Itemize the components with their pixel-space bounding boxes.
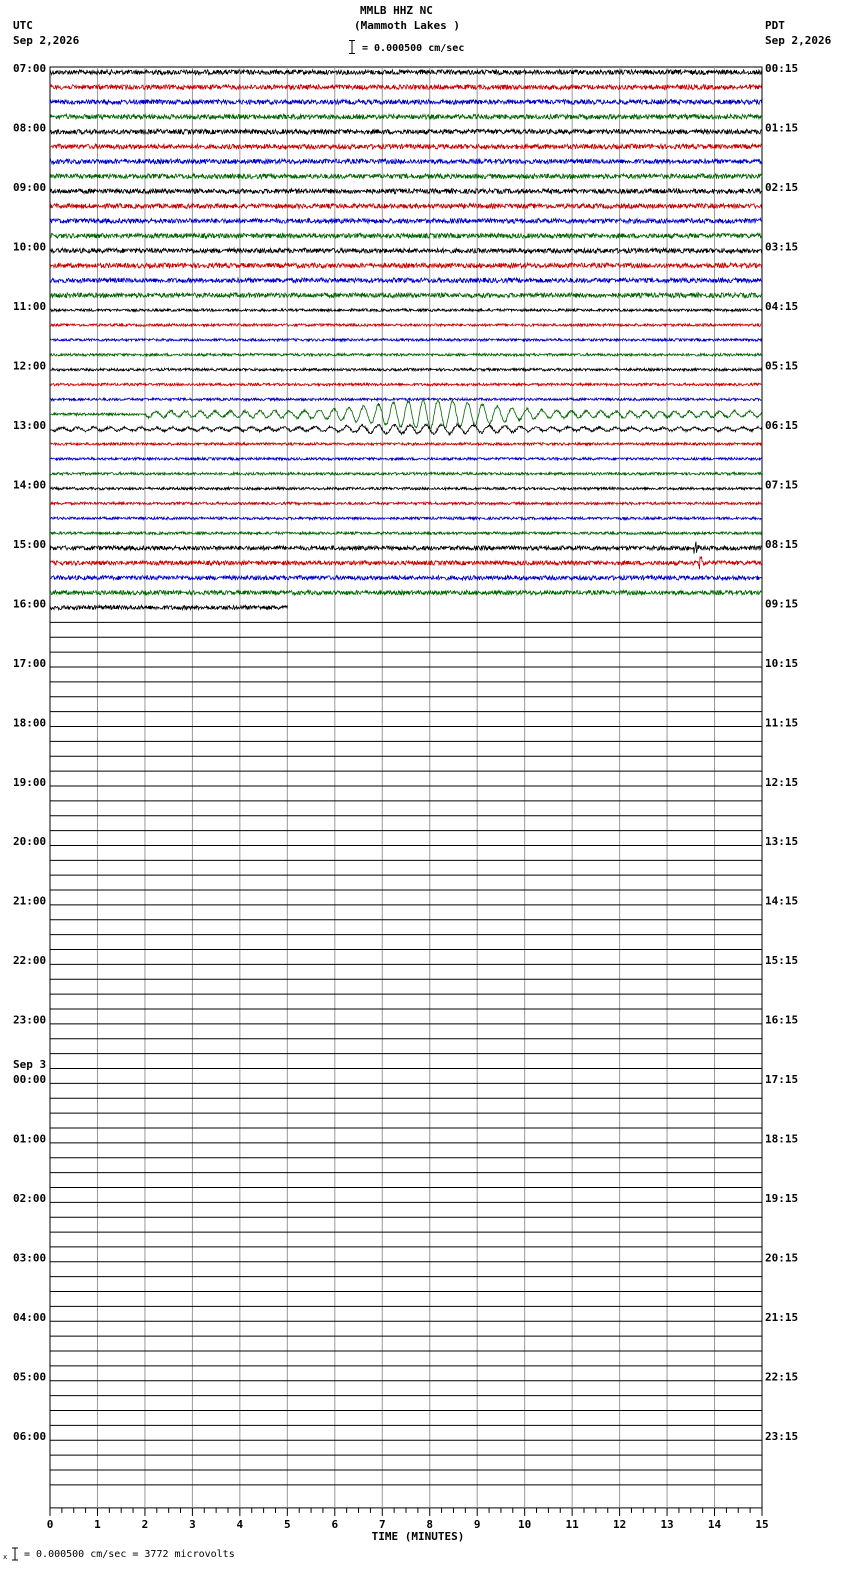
utc-hour-label: 14:00: [13, 478, 47, 492]
pdt-hour-label: 17:15: [765, 1073, 799, 1087]
seismic-trace: [50, 85, 762, 90]
pdt-hour-label: 01:15: [765, 121, 799, 135]
x-tick-label: 13: [660, 1517, 674, 1531]
seismic-trace: [50, 399, 762, 428]
x-tick-label: 5: [284, 1517, 291, 1531]
seismic-trace: [50, 472, 762, 475]
x-tick-label: 15: [755, 1517, 769, 1531]
utc-hour-label: 01:00: [13, 1132, 47, 1146]
seismic-trace: [50, 443, 762, 446]
svg-text:x: x: [3, 1553, 8, 1561]
seismic-trace: [50, 309, 762, 312]
x-tick-label: 12: [612, 1517, 627, 1531]
utc-hour-label: 03:00: [13, 1251, 47, 1265]
pdt-hour-label: 15:15: [765, 954, 799, 968]
utc-hour-label: 02:00: [13, 1192, 47, 1206]
x-tick-label: 7: [378, 1517, 386, 1531]
seismic-trace: [50, 144, 762, 149]
seismic-trace: [50, 248, 762, 253]
pdt-hour-label: 20:15: [765, 1251, 799, 1265]
pdt-hour-label: 19:15: [765, 1192, 799, 1206]
pdt-hour-label: 02:15: [765, 180, 799, 194]
pdt-hour-label: 13:15: [765, 835, 799, 849]
utc-hour-label: 08:00: [13, 121, 47, 135]
utc-hour-label: 18:00: [13, 716, 47, 730]
utc-hour-label: 15:00: [13, 537, 47, 551]
right-date: Sep 2,2026: [765, 34, 832, 47]
pdt-hour-label: 12:15: [765, 775, 799, 789]
x-tick-label: 10: [518, 1517, 532, 1531]
seismic-trace: [50, 159, 762, 164]
x-tick-label: 9: [473, 1517, 481, 1531]
right-timezone: PDT: [765, 19, 785, 32]
pdt-hour-label: 06:15: [765, 418, 799, 432]
seismic-trace: [50, 100, 762, 105]
footer-scale-icon: [3, 1546, 19, 1560]
scale-text: = 0.000500 cm/sec: [362, 43, 465, 54]
utc-hour-label: 17:00: [13, 656, 47, 670]
seismic-trace: [50, 487, 762, 490]
seismic-trace: [50, 174, 762, 179]
station-title: MMLB HHZ NC: [360, 4, 433, 17]
footer-scale-note: = 0.000500 cm/sec = 3772 microvolts: [24, 1549, 235, 1560]
pdt-hour-label: 11:15: [765, 716, 799, 730]
pdt-hour-label: 23:15: [765, 1430, 799, 1444]
x-axis-label: TIME (MINUTES): [371, 1529, 465, 1543]
x-tick-label: 8: [426, 1517, 434, 1531]
seismic-trace: [50, 556, 762, 569]
seismic-trace: [50, 398, 762, 401]
x-tick-label: 11: [565, 1517, 579, 1531]
utc-hour-label: 10:00: [13, 240, 47, 254]
utc-hour-label: 00:00: [13, 1073, 47, 1087]
pdt-hour-label: 07:15: [765, 478, 799, 492]
utc-hour-label: 13:00: [13, 418, 47, 432]
x-tick-label: 6: [331, 1517, 339, 1531]
seismic-trace: [50, 532, 762, 535]
seismic-trace: [50, 189, 762, 194]
location-title: (Mammoth Lakes ): [354, 19, 460, 32]
seismic-trace: [50, 114, 762, 119]
seismic-trace: [50, 542, 762, 554]
pdt-hour-label: 10:15: [765, 656, 799, 670]
pdt-hour-label: 05:15: [765, 359, 799, 373]
pdt-hour-label: 16:15: [765, 1013, 799, 1027]
pdt-hour-label: 08:15: [765, 537, 799, 551]
pdt-hour-label: 03:15: [765, 240, 799, 254]
utc-hour-label: 04:00: [13, 1311, 47, 1325]
seismic-trace: [50, 605, 288, 609]
left-timezone: UTC: [13, 19, 33, 32]
x-tick-label: 0: [46, 1517, 54, 1531]
pdt-hour-label: 00:15: [765, 62, 799, 75]
pdt-hour-label: 22:15: [765, 1370, 799, 1384]
x-tick-label: 4: [236, 1517, 244, 1531]
left-date: Sep 2,2026: [13, 34, 80, 47]
seismic-trace: [50, 278, 762, 283]
seismic-trace: [50, 339, 762, 342]
seismic-trace: [50, 129, 762, 134]
seismic-trace: [50, 424, 762, 435]
seismic-trace: [50, 591, 762, 595]
utc-hour-label: 06:00: [13, 1430, 47, 1444]
seismic-trace: [50, 383, 762, 386]
seismic-trace: [50, 219, 762, 224]
seismic-trace: [50, 502, 762, 505]
seismic-trace: [50, 353, 762, 356]
seismic-trace: [50, 233, 762, 238]
utc-hour-label: 16:00: [13, 597, 47, 611]
seismic-trace: [50, 368, 762, 371]
utc-hour-label: 20:00: [13, 835, 47, 849]
seismic-trace: [50, 458, 762, 461]
seismic-trace: [50, 324, 762, 327]
utc-hour-label: 19:00: [13, 775, 47, 789]
seismic-trace: [50, 263, 762, 268]
x-tick-label: 1: [94, 1517, 101, 1531]
x-tick-label: 14: [707, 1517, 722, 1531]
utc-hour-label: 07:00: [13, 62, 47, 75]
seismic-trace: [50, 204, 762, 209]
pdt-hour-label: 09:15: [765, 597, 799, 611]
utc-hour-label: 23:00: [13, 1013, 47, 1027]
utc-hour-label: 12:00: [13, 359, 47, 373]
seismic-trace: [50, 576, 762, 580]
pdt-hour-label: 18:15: [765, 1132, 799, 1146]
seismic-trace: [50, 517, 762, 520]
pdt-hour-label: 21:15: [765, 1311, 799, 1325]
seismic-trace: [50, 70, 762, 75]
utc-hour-label: 11:00: [13, 299, 47, 313]
x-tick-label: 2: [141, 1517, 149, 1531]
x-tick-label: 3: [189, 1517, 196, 1531]
pdt-hour-label: 04:15: [765, 299, 799, 313]
date-change-label: Sep 3: [13, 1058, 47, 1072]
utc-hour-label: 09:00: [13, 180, 47, 194]
utc-hour-label: 22:00: [13, 954, 47, 968]
utc-hour-label: 21:00: [13, 894, 47, 908]
utc-hour-label: 05:00: [13, 1370, 47, 1384]
pdt-hour-label: 14:15: [765, 894, 799, 908]
seismic-trace: [50, 293, 762, 298]
